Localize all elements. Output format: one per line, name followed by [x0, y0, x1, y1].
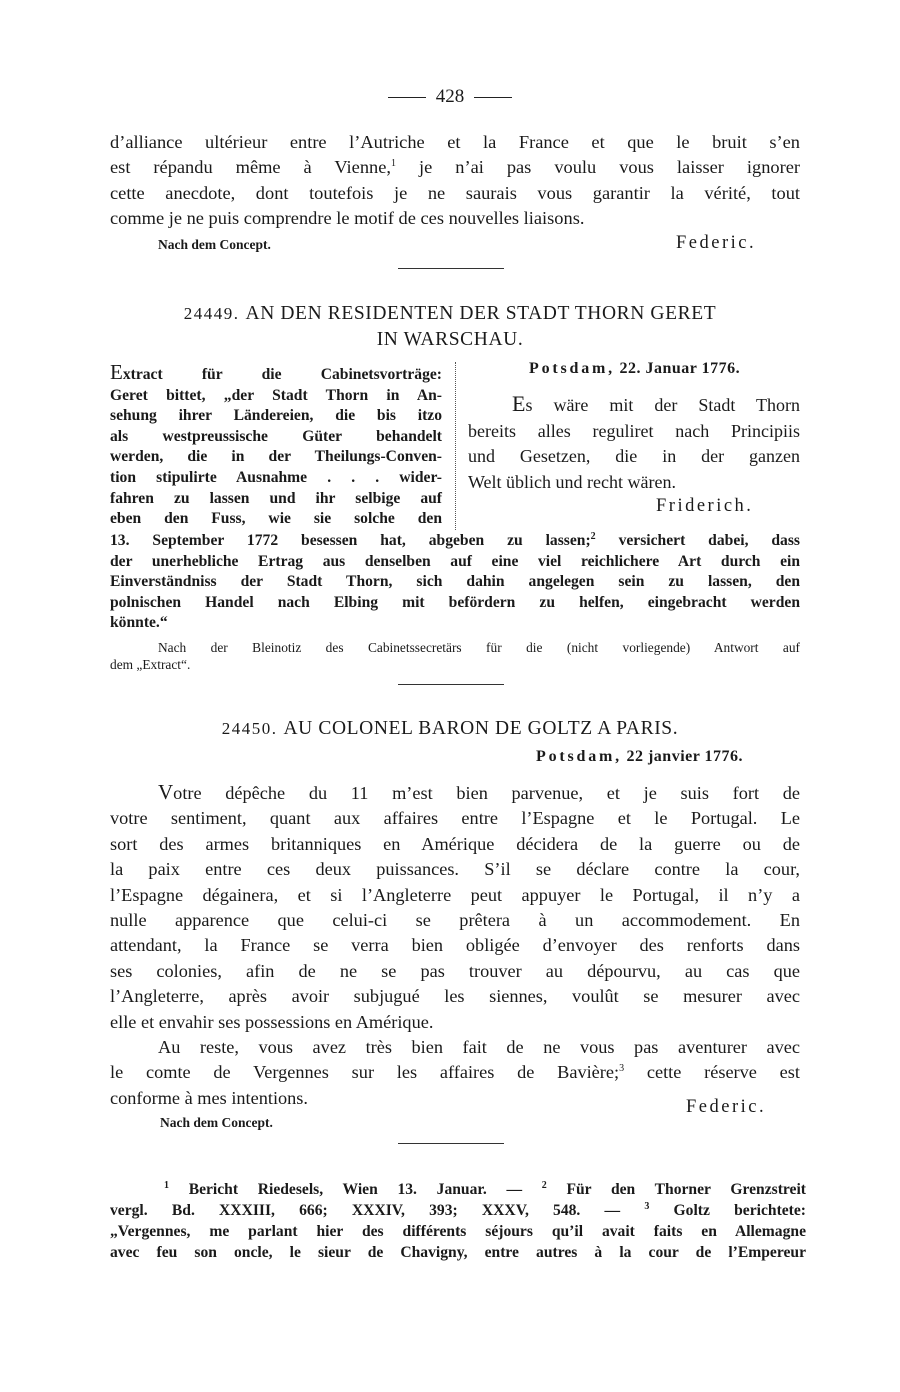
- body-line: l’Espagne dégainera, et si l’Angleterre peut appuyer le Portugal, il n’y a: [110, 884, 800, 905]
- signature: Friderich.: [656, 496, 754, 516]
- extract-line: tion stipulirte Ausnahme . . . wider-: [110, 468, 442, 486]
- footnote-line: avec feu son oncle, le sieur de Chavigny, entre autres à la cour de l’Empereur: [110, 1244, 806, 1261]
- footnote-line: „Vergennes, me parlant hier des différents séjours qu’il avait faits en Allemagne: [110, 1223, 806, 1240]
- extract-line: der unerhebliche Ertrag aus denselben auf eine viel reichlichere Art durch ein: [110, 552, 800, 570]
- reply-line: und Gesetzen, die in der ganzen: [468, 446, 800, 466]
- extract-line: als westpreussische Güter behandelt: [110, 427, 442, 445]
- separator-rule: [398, 684, 504, 685]
- footnote-ref: 1: [390, 158, 396, 170]
- text-line: d’alliance ultérieur entre l’Autriche et la France et que le bruit s’en: [110, 132, 800, 152]
- body-line: attendant, la France se verra bien obligée d’envoyer des renforts dans: [110, 935, 800, 956]
- body-line: nulle apparence que celui-ci se prêtera à un accommodement. En: [110, 910, 800, 931]
- page-number-text: 428: [435, 86, 465, 107]
- extract-line: eben den Fuss, wie sie solche den: [110, 510, 442, 528]
- note-line: Nach der Bleinotiz des Cabinetssecretärs für die (nicht vorliegende) Antwort auf: [158, 640, 800, 655]
- page-number-dash-left: [388, 97, 426, 98]
- extract-continued: [110, 531, 800, 634]
- signature: Federic.: [686, 1097, 767, 1117]
- footnote-ref: 2: [590, 530, 596, 542]
- letter-number: 24450.: [221, 719, 278, 738]
- footnote-line: vergl. Bd. XXXIII, 666; XXXIV, 393; XXXV, 548. — $^3$ Goltz berichtete:: [110, 1200, 806, 1219]
- archive-note: [110, 639, 800, 673]
- place-date: Potsdam, 22 janvier 1776.: [536, 748, 744, 765]
- source-note: Nach dem Concept.: [160, 1115, 273, 1130]
- page-number: [0, 86, 900, 108]
- body-line: Votre dépêche du 11 m’est bien parvenue, et je suis fort de: [158, 780, 800, 804]
- footnote-ref: 3: [619, 1063, 625, 1075]
- extract-line: Einverständniss der Stadt Thorn, sich dahin angelegen sein zu lassen, den: [110, 573, 800, 591]
- footnotes: [110, 1179, 806, 1263]
- letter-body: [110, 780, 800, 1111]
- extract-line: 13. September 1772 besessen hat, abgeben zu lassen;$^2$ versichert dabei, dass: [110, 530, 800, 549]
- reply-column: [468, 391, 800, 495]
- reply-line: bereits alles reguliret nach Principiis: [468, 420, 800, 441]
- extract-line: polnischen Handel nach Elbing mit befördern zu helfen, eingebracht werden: [110, 593, 800, 611]
- body-line: Au reste, vous avez très bien fait de ne vous pas aventurer avec: [158, 1037, 800, 1058]
- body-line: votre sentiment, quant aux affaires entre l’Espagne et le Portugal. Le: [110, 808, 800, 829]
- footnote-line: $^1$ Bericht Riedesels, Wien 13. Januar. — $^2$ Für den Thorner Grenzstreit: [164, 1179, 806, 1198]
- extract-line: fahren zu lassen und ihr selbige auf: [110, 489, 442, 507]
- source-note: Nach dem Concept.: [158, 237, 271, 252]
- extract-column: [110, 362, 442, 530]
- heading-line1: AN DEN RESIDENTEN DER STADT THORN GERET: [245, 303, 717, 324]
- extract-line: Geret bittet, „der Stadt Thorn in An-: [110, 386, 442, 404]
- column-divider: [455, 362, 456, 530]
- text-line: est répandu même à Vienne,$^1$ je n’ai pas voulu vous laisser ignorer: [110, 157, 801, 178]
- separator-rule: [398, 268, 504, 269]
- body-line: sort des armes britanniques en Amérique décidera de la guerre ou de: [110, 833, 800, 854]
- extract-line: werden, die in der Theilungs-Conven-: [110, 448, 442, 466]
- body-line: le comte de Vergennes sur les affaires de Bavière;$^3$ cette réserve est: [110, 1062, 800, 1083]
- place-date: Potsdam, 22. Januar 1776.: [529, 360, 741, 377]
- body-line: conforme à mes intentions.: [110, 1087, 308, 1108]
- heading-text: AU COLONEL BARON DE GOLTZ A PARIS.: [283, 718, 679, 739]
- reply-line: Es wäre mit der Stadt Thorn: [512, 391, 800, 416]
- letter-heading-24449-line2: IN WARSCHAU.: [376, 329, 524, 350]
- letter-number: 24449.: [183, 304, 240, 323]
- extract-first-line: Extract für die Cabinetsvorträge:: [110, 360, 442, 384]
- signature: Federic.: [676, 233, 757, 253]
- text-line: cette anecdote, dont toutefois je ne saurais vous garantir la vérité, tout: [110, 182, 800, 203]
- extract-line: sehung ihrer Ländereien, die bis itzo: [110, 407, 442, 425]
- extract-line: könnte.“: [110, 614, 168, 632]
- note-line: dem „Extract“.: [110, 657, 191, 672]
- previous-letter-text: [110, 130, 800, 231]
- separator-rule: [398, 1143, 504, 1144]
- letter-heading-24449: [0, 301, 900, 327]
- body-line: elle et envahir ses possessions en Amérique.: [110, 1011, 434, 1032]
- reply-line: Welt üblich und recht wären.: [468, 471, 676, 492]
- letter-heading-24450: [0, 716, 900, 742]
- text-line: comme je ne puis comprendre le motif de ces nouvelles liaisons.: [110, 207, 585, 228]
- body-line: ses colonies, afin de ne se pas trouver au dépourvu, au cas que: [110, 960, 800, 981]
- page-number-dash-right: [474, 97, 512, 98]
- body-line: l’Angleterre, après avoir subjugué les siennes, voulût se mesurer avec: [110, 986, 800, 1007]
- body-line: la paix entre ces deux puissances. S’il se déclare contre la cour,: [110, 859, 800, 880]
